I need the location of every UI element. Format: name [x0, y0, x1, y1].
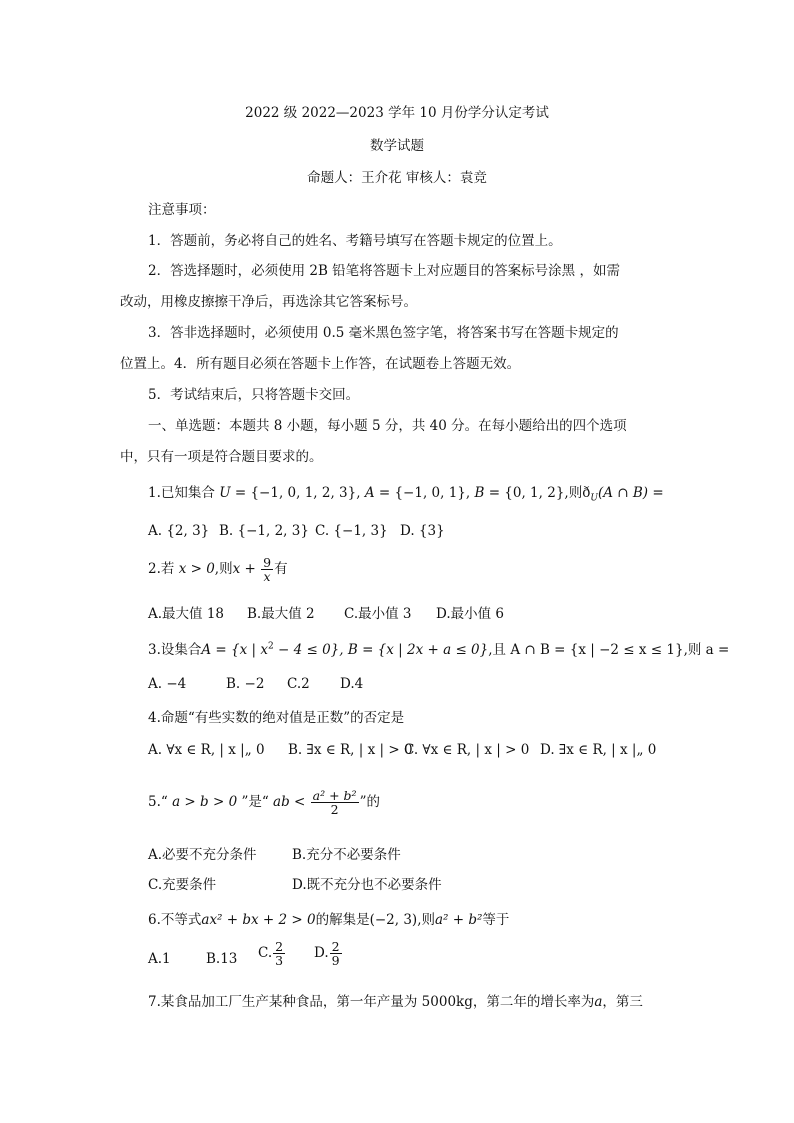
q2-mid: ,则 [214, 561, 233, 578]
q5-prefix: 5.“ [148, 794, 168, 811]
section1-line1: 一、单选题：本题共 8 小题，每小题 5 分，共 40 分。在每小题给出的四个选项 [148, 418, 627, 434]
question-1-stem [148, 481, 664, 504]
notice-item-1: 1．答题前，务必将自己的姓名、考籍号填写在答题卡规定的位置上。 [148, 233, 562, 249]
q3-a-sup: 2 [267, 641, 274, 652]
q1-var-b: B [474, 485, 485, 501]
q7-var-a: a [594, 994, 603, 1010]
q6-prefix: 6.不等式 [148, 912, 202, 928]
notice-item-2-line1: 2．答选择题时，必须使用 2B 铅笔将答题卡上对应题目的答案标号涂黑 ，如需 [148, 263, 620, 279]
q2-frac-num: 9 [263, 555, 272, 570]
q1-complement-sub: U [590, 493, 598, 504]
q5-frac-num: a² + b² [312, 788, 357, 803]
q6-option-d-num: 2 [331, 939, 340, 954]
notice-item-3-line1: 3．答非选择题时，必须使用 0.5 毫米黑色签字笔，将答案书写在答题卡规定的 [148, 325, 619, 341]
notice-heading: 注意事项： [148, 202, 216, 218]
q7-line1-tail: ，第三 [602, 994, 643, 1010]
q6-option-a: A.1 [148, 951, 171, 967]
question-3-stem [148, 638, 729, 658]
q5-lhs: ab < [268, 794, 310, 811]
q5-condition: a > b > 0 [167, 794, 242, 811]
q4-option-d: D. ∃x ∈ R, | x |„ 0 [540, 742, 657, 758]
q2-option-d: D.最小值 6 [436, 606, 505, 622]
q6-option-c-den: 3 [275, 953, 284, 969]
q6-mid: 的解集是 [315, 912, 370, 928]
q6-option-c-num: 2 [275, 939, 284, 954]
q3-b-def: , B = {x | 2x + a ≤ 0} [339, 642, 489, 658]
q1-ask: ,则 [564, 485, 583, 501]
q5-option-d: D.既不充分也不必要条件 [292, 877, 442, 893]
q2-condition: x > 0 [178, 561, 215, 578]
q1-tail: (A ∩ B) = [597, 485, 664, 501]
q6-option-c-fraction [273, 940, 285, 967]
q3-option-a: A. −4 [148, 676, 187, 692]
q1-option-c: C. {−1, 3} [315, 523, 388, 539]
q6-ask: ,则 [417, 912, 435, 928]
q6-option-d-fraction [330, 940, 342, 967]
q2-option-b: B.最大值 2 [247, 606, 315, 622]
subject-title: 数学试题 [370, 138, 424, 154]
q6-option-c-label: C. [258, 945, 273, 962]
q3-option-d: D.4 [340, 676, 364, 692]
q3-ask: ,则 a = [683, 642, 730, 658]
authors-line: 命题人：王介花 审核人：袁竞 [307, 170, 487, 186]
q4-option-b: B. ∃x ∈ R, | x | > 0 [288, 742, 413, 758]
question-2-stem [148, 556, 288, 583]
q1-var-a: A [364, 485, 375, 501]
q1-option-b: B. {−1, 2, 3} [219, 523, 309, 539]
notice-item-2-line2: 改动，用橡皮擦擦干净后，再选涂其它答案标号。 [120, 294, 417, 310]
q5-suffix: ”的 [359, 794, 380, 811]
q5-frac-den: 2 [330, 802, 339, 818]
q1-complement-symbol: ð [582, 485, 591, 501]
q5-fraction [311, 789, 359, 816]
q3-option-b: B. −2 [226, 676, 265, 692]
q1-b-set: = {0, 1, 2} [484, 485, 565, 501]
q2-option-a: A.最大值 18 [148, 606, 225, 622]
q3-option-c: C.2 [287, 676, 310, 692]
q6-suffix: 等于 [482, 912, 510, 928]
q2-prefix: 2.若 [148, 561, 175, 578]
q1-a-set: = {−1, 0, 1}, [374, 485, 475, 501]
question-7-stem [148, 990, 643, 1010]
q2-suffix: 有 [274, 561, 288, 578]
q1-prefix: 1.已知集合 [148, 485, 215, 501]
q1-option-d: D. {3} [400, 523, 445, 539]
q1-option-a: A. {2, 3} [148, 523, 210, 539]
question-4-stem: 4.命题“有些实数的绝对值是正数”的否定是 [148, 710, 405, 726]
q3-a-rest: − 4 ≤ 0} [273, 642, 340, 658]
q1-u-set: = {−1, 0, 1, 2, 3}, [230, 485, 365, 501]
q6-option-d-label: D. [314, 945, 329, 962]
q3-a-def: A = {x | x [201, 642, 268, 658]
q3-condition: ,且 A ∩ B = {x | −2 ≤ x ≤ 1} [488, 642, 684, 658]
q7-line1: 7.某食品加工厂生产某种食品，第一年产量为 5000kg，第二年的增长率为 [148, 994, 595, 1010]
q6-inequality: ax² + bx + 2 > 0 [201, 912, 316, 928]
q4-option-c: C. ∀x ∈ R, | x | > 0 [404, 742, 530, 758]
question-6-stem [148, 908, 509, 928]
q4-option-a: A. ∀x ∈ R, | x |„ 0 [148, 742, 265, 758]
q5-option-a: A.必要不充分条件 [148, 847, 257, 863]
q6-interval: (−2, 3) [369, 912, 418, 928]
exam-title: 2022 级 2022—2023 学年 10 月份学分认定考试 [245, 105, 549, 121]
q2-fraction [261, 556, 273, 583]
q5-mid: ”是“ [241, 794, 269, 811]
q6-option-d [314, 940, 343, 967]
q1-var-u: U [219, 485, 231, 501]
q6-option-d-den: 9 [331, 953, 340, 969]
question-5-stem [148, 789, 380, 816]
section1-line2: 中，只有一项是符合题目要求的。 [120, 449, 323, 465]
q5-option-b: B.充分不必要条件 [292, 847, 401, 863]
q2-expr-x: x + [232, 561, 256, 578]
q3-prefix: 3.设集合 [148, 642, 202, 658]
q5-option-c: C.充要条件 [148, 877, 217, 893]
q2-option-c: C.最小值 3 [344, 606, 412, 622]
q6-option-c [258, 940, 286, 967]
q6-option-b: B.13 [206, 951, 238, 967]
notice-item-3-line2: 位置上。4．所有题目必须在答题卡上作答，在试题卷上答题无效。 [120, 356, 521, 372]
q6-expr: a² + b² [435, 912, 483, 928]
notice-item-5: 5．考试结束后，只将答题卡交回。 [148, 387, 360, 403]
q2-frac-den: x [263, 569, 271, 585]
